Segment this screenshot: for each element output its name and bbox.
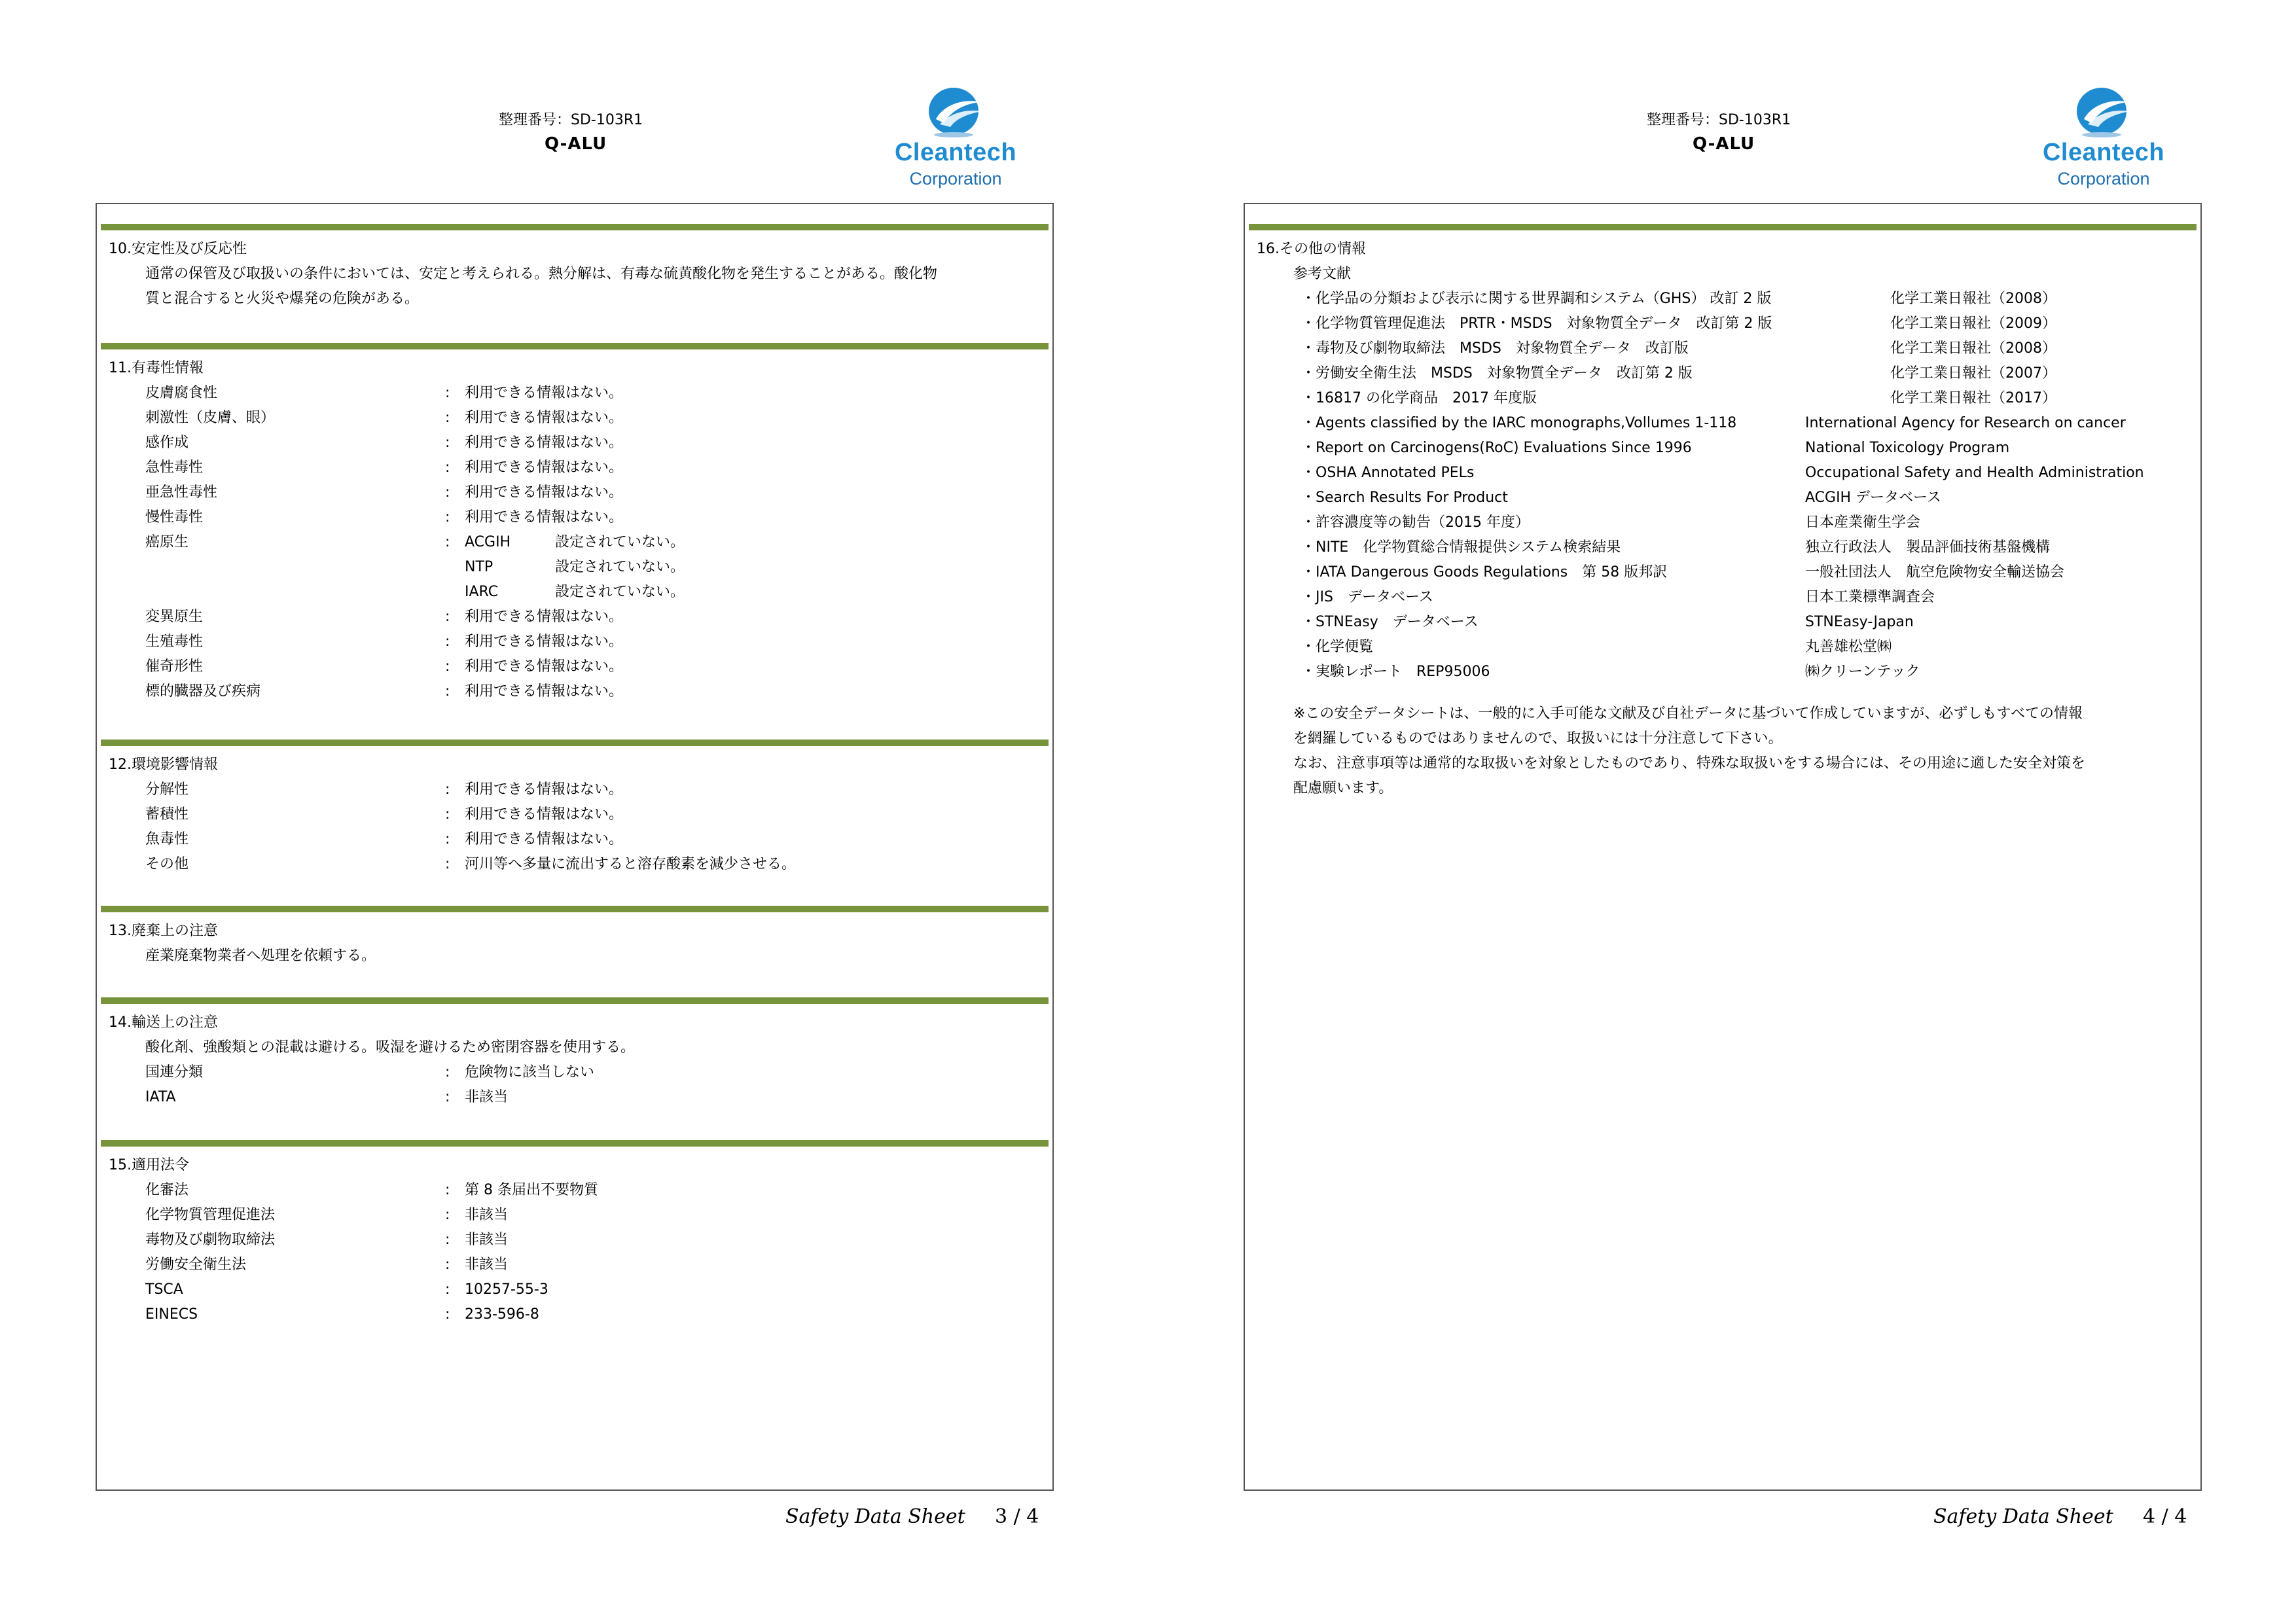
section-13 [101, 906, 1049, 969]
reference-publisher: 丸善雄松堂㈱ [1805, 639, 1892, 655]
carcinogen-org: ACGIH [465, 534, 511, 550]
reference-item [1249, 386, 2197, 411]
reference-title: ・毒物及び劇物取締法 MSDS 対象物質全データ 改訂版 [1301, 340, 1689, 357]
table-row: 刺激性（皮膚、眼） : 利用できる情報はない。 [101, 406, 1049, 431]
page-footer [1933, 1505, 2187, 1528]
paragraph-line: 通常の保管及び取扱いの条件においては、安定と考えられる。熱分解は、有毒な硫黄酸化物を発生することがある。酸化物 [145, 266, 938, 282]
paragraph-line: 質と混合すると火災や爆発の危険がある。 [145, 291, 420, 307]
section-15 [101, 1140, 1049, 1327]
carcinogen-value: 設定されていない。 [555, 559, 685, 575]
row-label: 急性毒性 [145, 459, 204, 476]
table-row: 急性毒性 : 利用できる情報はない。 [101, 455, 1049, 480]
row-value: 非該当 [465, 1089, 509, 1105]
page-footer [785, 1505, 1039, 1528]
row-label: 魚毒性 [145, 831, 189, 847]
row-value: 233-596-8 [465, 1306, 539, 1323]
section-divider [101, 1140, 1049, 1147]
reference-publisher: 化学工業日報社（2017） [1890, 390, 2056, 406]
reference-publisher: 日本工業標準調査会 [1805, 589, 1935, 605]
reference-title: ・IATA Dangerous Goods Regulations 第 58 版邦訳 [1301, 564, 1668, 580]
reference-item [1249, 510, 2197, 535]
row-label: EINECS [145, 1306, 198, 1323]
reference-item [1249, 461, 2197, 486]
row-label: 催奇形性 [145, 658, 204, 675]
table-row: 感作成 : 利用できる情報はない。 [101, 431, 1049, 455]
reference-publisher: Occupational Safety and Health Administration [1805, 465, 2144, 481]
section-16 [1249, 224, 2197, 801]
reference-title: ・許容濃度等の勧告（2015 年度） [1301, 514, 1530, 531]
section-title: 12.環境影響情報 [109, 757, 218, 773]
note-line: 配慮願います。 [1293, 780, 1393, 796]
row-label: 労働安全衛生法 [145, 1257, 247, 1273]
table-row: 変異原生 : 利用できる情報はない。 [101, 605, 1049, 630]
section-title: 15.適用法令 [109, 1157, 189, 1173]
section-divider [101, 224, 1049, 230]
row-value: 利用できる情報はない。 [465, 806, 624, 823]
logo-brand: Cleantech [2042, 139, 2165, 166]
reference-publisher: 一般社団法人 航空危険物安全輸送協会 [1805, 564, 2065, 580]
row-value: 利用できる情報はない。 [465, 831, 624, 847]
row-value: 利用できる情報はない。 [465, 435, 624, 451]
reference-item [1249, 361, 2197, 386]
table-row: 催奇形性 : 利用できる情報はない。 [101, 654, 1049, 679]
row-label: 生殖毒性 [145, 633, 204, 650]
reference-publisher: ㈱クリーンテック [1805, 664, 1920, 680]
table-row [101, 555, 1049, 580]
table-row: 魚毒性 : 利用できる情報はない。 [101, 827, 1049, 852]
paragraph-line: 産業廃棄物業者へ処理を依頼する。 [145, 948, 376, 964]
product-name: Q-ALU [545, 134, 607, 154]
row-label: 感作成 [145, 435, 189, 451]
row-value: 10257-55-3 [465, 1281, 548, 1298]
row-value: 利用できる情報はない。 [465, 459, 624, 476]
section-divider [101, 906, 1049, 912]
reference-title: ・16817 の化学商品 2017 年度版 [1301, 390, 1537, 406]
section-divider [101, 997, 1049, 1004]
note-line: なお、注意事項等は通常的な取扱いを対象としたものであり、特殊な取扱いをする場合には、その用途に適した安全対策を [1293, 755, 2086, 772]
reference-publisher: International Agency for Research on cancer [1805, 415, 2126, 431]
logo-brand: Cleantech [894, 139, 1017, 166]
table-row: 生殖毒性 : 利用できる情報はない。 [101, 630, 1049, 654]
section-title: 16.その他の情報 [1257, 241, 1366, 257]
product-name: Q-ALU [1693, 134, 1755, 154]
reference-item [1249, 610, 2197, 635]
row-label: 標的臓器及び疾病 [145, 683, 261, 700]
row-value: 利用できる情報はない。 [465, 609, 624, 625]
reference-title: ・化学物質管理促進法 PRTR・MSDS 対象物質全データ 改訂第 2 版 [1301, 315, 1772, 332]
disclaimer-note [1293, 702, 2191, 801]
footer-title: Safety Data Sheet [1933, 1505, 2113, 1528]
document-number: 整理番号：SD-103R1 [1647, 112, 1791, 128]
row-label: 国連分類 [145, 1064, 204, 1080]
section-14 [101, 997, 1049, 1110]
row-value: 危険物に該当しない [465, 1064, 595, 1080]
reference-publisher: 化学工業日報社（2008） [1890, 291, 2056, 307]
reference-publisher: 化学工業日報社（2008） [1890, 340, 2056, 357]
row-label: 化審法 [145, 1182, 189, 1198]
reference-title: ・Search Results For Product [1301, 490, 1508, 506]
table-row: 分解性 : 利用できる情報はない。 [101, 777, 1049, 802]
row-label: 蓄積性 [145, 806, 189, 823]
reference-publisher: 化学工業日報社（2009） [1890, 315, 2056, 332]
carcinogen-value: 設定されていない。 [555, 534, 685, 550]
section-title: 11.有毒性情報 [109, 360, 204, 376]
reference-publisher: STNEasy-Japan [1805, 614, 1914, 630]
reference-item [1249, 560, 2197, 585]
reference-item [1249, 585, 2197, 610]
table-row: 化審法 : 第 8 条届出不要物質 [101, 1178, 1049, 1203]
row-label: 変異原生 [145, 609, 204, 625]
footer-title: Safety Data Sheet [785, 1505, 965, 1528]
reference-publisher: 化学工業日報社（2007） [1890, 365, 2056, 382]
page-number: 4 / 4 [2143, 1505, 2187, 1528]
table-row: 労働安全衛生法 : 非該当 [101, 1253, 1049, 1277]
table-row [101, 580, 1049, 605]
reference-item [1249, 660, 2197, 685]
row-value: 利用できる情報はない。 [465, 683, 624, 700]
paragraph-line: 酸化剤、強酸類との混載は避ける。吸湿を避けるため密閉容器を使用する。 [145, 1039, 636, 1056]
carcinogen-value: 設定されていない。 [555, 584, 685, 600]
row-value: 利用できる情報はない。 [465, 781, 624, 798]
page-number: 3 / 4 [995, 1505, 1039, 1528]
row-value: 非該当 [465, 1232, 509, 1248]
cleantech-logo [890, 79, 1021, 196]
row-value: 第 8 条届出不要物質 [465, 1182, 598, 1198]
reference-title: ・実験レポート REP95006 [1301, 664, 1490, 680]
row-label: 皮膚腐食性 [145, 385, 218, 401]
table-row: EINECS : 233-596-8 [101, 1302, 1049, 1327]
section-10 [101, 224, 1049, 312]
note-line: ※この安全データシートは、一般的に入手可能な文献及び自社データに基づいて作成していますが、必ずしもすべての情報 [1293, 705, 2083, 722]
table-row: TSCA : 10257-55-3 [101, 1277, 1049, 1302]
reference-item [1249, 436, 2197, 461]
page-4 [1148, 0, 2296, 1623]
row-value: 河川等へ多量に流出すると溶存酸素を減少させる。 [465, 856, 797, 872]
reference-item [1249, 411, 2197, 436]
reference-title: ・Report on Carcinogens(RoC) Evaluations Since 1996 [1301, 440, 1692, 456]
row-value: 利用できる情報はない。 [465, 509, 624, 526]
row-value: 利用できる情報はない。 [465, 385, 624, 401]
reference-item [1249, 287, 2197, 312]
reference-item [1249, 486, 2197, 510]
row-label: その他 [145, 856, 189, 872]
reference-item [1249, 635, 2197, 660]
row-label: TSCA [145, 1281, 183, 1298]
table-row: IATA : 非該当 [101, 1085, 1049, 1110]
section-divider [101, 740, 1049, 746]
table-row: 化学物質管理促進法 : 非該当 [101, 1203, 1049, 1228]
row-value: 非該当 [465, 1257, 509, 1273]
table-row: 亜急性毒性 : 利用できる情報はない。 [101, 480, 1049, 505]
table-row: 慢性毒性 : 利用できる情報はない。 [101, 505, 1049, 530]
reference-publisher: National Toxicology Program [1805, 440, 2010, 456]
reference-title: ・化学便覧 [1301, 639, 1374, 655]
section-title: 10.安定性及び反応性 [109, 241, 247, 257]
reference-item [1249, 312, 2197, 336]
row-value: 利用できる情報はない。 [465, 658, 624, 675]
reference-item [1249, 535, 2197, 560]
content-frame [96, 203, 1054, 1491]
row-label: 刺激性（皮膚、眼） [145, 410, 276, 426]
reference-title: ・JIS データベース [1301, 589, 1433, 605]
row-label: 癌原生 [145, 534, 189, 550]
reference-title: ・化学品の分類および表示に関する世界調和システム（GHS） 改訂 2 版 [1301, 291, 1772, 307]
row-value: 利用できる情報はない。 [465, 484, 624, 501]
table-row: 国連分類 : 危険物に該当しない [101, 1060, 1049, 1085]
cleantech-logo [2038, 79, 2169, 196]
section-title: 14.輸送上の注意 [109, 1014, 218, 1031]
note-line: を網羅しているものではありませんので、取扱いには十分注意して下さい。 [1293, 730, 1783, 747]
reference-title: ・OSHA Annotated PELs [1301, 465, 1475, 481]
logo-corporation: Corporation [909, 169, 1002, 188]
row-label: 慢性毒性 [145, 509, 204, 526]
carcinogen-org: IARC [465, 584, 499, 600]
row-label: 分解性 [145, 781, 189, 798]
reference-publisher: 独立行政法人 製品評価技術基盤機構 [1805, 539, 2051, 556]
reference-title: ・Agents classified by the IARC monographs,Vollumes 1-118 [1301, 415, 1737, 431]
reference-publisher: 日本産業衛生学会 [1805, 514, 1921, 531]
reference-item [1249, 336, 2197, 361]
row-value: 非該当 [465, 1207, 509, 1223]
reference-title: ・STNEasy データベース [1301, 614, 1479, 630]
row-value: 利用できる情報はない。 [465, 410, 624, 426]
row-label: 毒物及び劇物取締法 [145, 1232, 276, 1248]
section-divider [101, 343, 1049, 349]
cleantech-logo-icon [918, 85, 990, 137]
table-row: その他 : 河川等へ多量に流出すると溶存酸素を減少させる。 [101, 852, 1049, 877]
section-divider [1249, 224, 2197, 230]
reference-title: ・労働安全衛生法 MSDS 対象物質全データ 改訂第 2 版 [1301, 365, 1693, 382]
cleantech-logo-icon [2066, 85, 2138, 137]
document-number: 整理番号：SD-103R1 [499, 112, 643, 128]
row-label: 化学物質管理促進法 [145, 1207, 276, 1223]
carcinogen-org: NTP [465, 559, 493, 575]
table-row: 皮膚腐食性 : 利用できる情報はない。 [101, 381, 1049, 406]
section-12 [101, 740, 1049, 877]
table-row: 毒物及び劇物取締法 : 非該当 [101, 1228, 1049, 1253]
reference-publisher: ACGIH データベース [1805, 490, 1941, 506]
row-label: 亜急性毒性 [145, 484, 218, 501]
section-11 [101, 343, 1049, 704]
table-row: 標的臓器及び疾病 : 利用できる情報はない。 [101, 679, 1049, 704]
section-title: 13.廃棄上の注意 [109, 923, 218, 939]
reference-title: ・NITE 化学物質総合情報提供システム検索結果 [1301, 539, 1621, 556]
table-row: 蓄積性 : 利用できる情報はない。 [101, 802, 1049, 827]
content-frame [1244, 203, 2202, 1491]
references-heading: 参考文献 [1293, 266, 1352, 282]
row-value: 利用できる情報はない。 [465, 633, 624, 650]
logo-corporation: Corporation [2057, 169, 2150, 188]
row-label: IATA [145, 1089, 176, 1105]
table-row: 癌原生 : ACGIH 設定されていない。 [101, 530, 1049, 555]
